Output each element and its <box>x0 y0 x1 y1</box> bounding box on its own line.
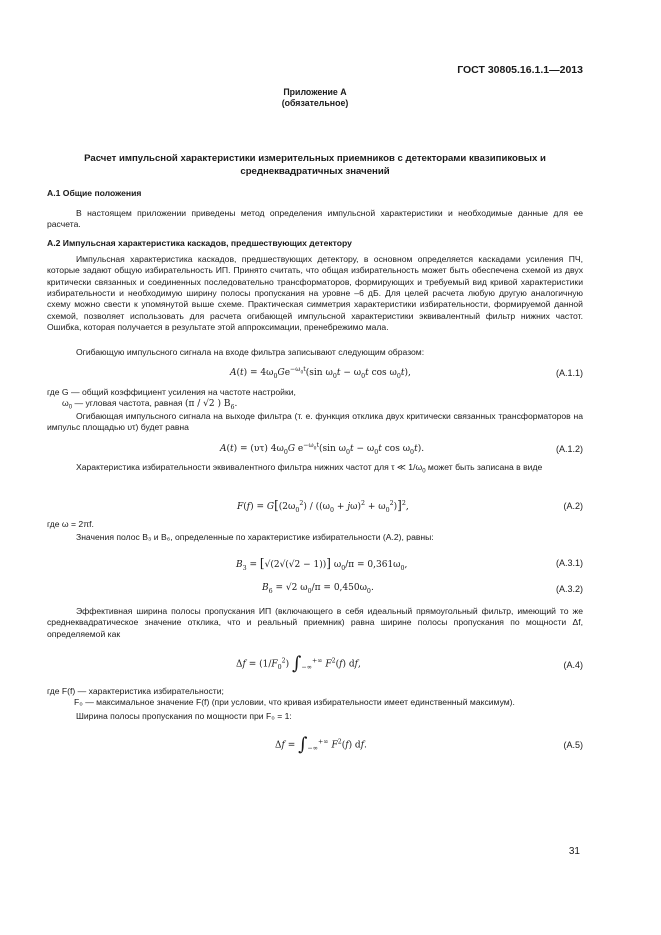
paragraph-a2-4: Характеристика избирательности эквивалентного фильтра нижних частот для τ ≪ $1/\omega_0$ может быть записана в виде <box>76 462 543 475</box>
equation-number: (А.1.1) <box>555 368 583 378</box>
page-title: Расчет импульсной характеристики измерительных приемников с детекторами квазипиковых и среднеквадратичных значений <box>84 153 546 177</box>
equation-number: (А.2) <box>563 501 583 511</box>
page-number: 31 <box>568 846 580 857</box>
formula-a3-2: $B_6 = √2$ $\omega_0/\pi = 0,450\omega_0$. <box>262 583 374 595</box>
equation-number: (А.4) <box>563 660 583 670</box>
where-gain: где G — общий коэффициент усиления на частоте настройки, <box>47 387 296 397</box>
annex-status: (обязательное) <box>281 98 349 109</box>
formula-a4: $\Delta f = (1/F_0^2)$ $\int_{-\infty}^{+\infty}$ $F^2(f)$ df, <box>236 653 361 674</box>
formula-a3-1: $B_3 = [√(2√(√2 - 1))] \omega_0/\pi = 0,361\omega_0$, <box>236 556 408 572</box>
document-header: ГОСТ 30805.16.1.1—2013 <box>457 64 583 76</box>
paragraph-a2-1: Импульсная характеристика каскадов, предшествующих детектору, в основном определяется каскадами усиления ПЧ, которые задают общую избирательность ИП. Принято считать, что общая избирательность может быть обеспечена схемой из двух критически связанных и соединенных последовательно трансформаторов, формирующих и требуемый вид кривой характеристики избирательности и необходимую ширину полосы пропускания на уровне –6 дБ. Для целей расчета любую другую аналогичную схему можно свести к упомянутой выше схеме. Практическая симметрия характеристики избирательности, формируемой данной схемой, позволяет использовать для расчета огибающей импульсной характеристики эквивалентный фильтр нижних частот. Ошибка, которая получается в результате этой аппроксимации, пренебрежимо мала. <box>47 254 583 333</box>
equation-number: (А.1.2) <box>555 444 583 454</box>
section-heading-a1: А.1 Общие положения <box>47 188 142 198</box>
formula-a5: $\Delta f = \int_{-\infty}^{+\infty}$ $F^2(f)$ df. <box>275 734 367 755</box>
where-selectivity: где F(f) — характеристика избирательности; <box>47 686 224 696</box>
where-clause-1 <box>47 387 583 411</box>
equation-number: (А.3.2) <box>555 584 583 594</box>
formula-a1-1: $A(t) = 4\omega_0Ge^{-\omega_0t}(\sin$ $\omega_0t - \omega_0t$ $\cos \omega_0t$), <box>230 366 411 380</box>
formula-a2: $F(f) = G[(2\omega_0^2) / ((\omega_0 + j\omega)^2 + \omega_0^2)]^2$, <box>237 498 409 514</box>
paragraph-a2-6: Эффективная ширина полосы пропускания ИП (включающего в себя идеальный прямоугольный фильтр, имеющий то же среднеквадратическое значение отклика, что и реальный приемник) равна ширине полосы пропускания по мощности Δf, определяемой как <box>47 606 583 639</box>
where-clause-3 <box>47 686 583 709</box>
paragraph-a2-2: Огибающую импульсного сигнала на входе фильтра записывают следующим образом: <box>76 347 425 357</box>
section-heading-a2: А.2 Импульсная характеристика каскадов, предшествующих детектору <box>47 238 352 248</box>
paragraph-a1: В настоящем приложении приведены метод определения импульсной характеристики и необходимые данные для ее расчета. <box>47 208 583 230</box>
where-clause-2: где ω = 2πf. <box>47 519 94 529</box>
annex-label: Приложение А <box>283 87 347 97</box>
paragraph-a2-5: Значения полос B₃ и B₆, определенные по характеристике избирательности (А.2), равны: <box>76 532 434 542</box>
formula-a1-2: A(t) = (υτ) $4\omega_0G$ $e^{-\omega_0t}(\sin$ $\omega_0t - \omega_0t$ $\cos \omega_0t$). <box>220 442 425 456</box>
equation-number: (А.5) <box>563 740 583 750</box>
where-max: F₀ — максимальное значение F(f) (при условии, что кривая избирательности имеет единственный максимум). <box>74 697 515 708</box>
annex-title <box>0 87 630 110</box>
paragraph-a2-7: Ширина полосы пропускания по мощности при F₀ = 1: <box>76 711 292 721</box>
equation-number: (А.3.1) <box>555 558 583 568</box>
where-omega: $\omega_0$ — угловая частота, равная (π / √2 ) $B_6$. <box>62 398 238 412</box>
paragraph-a2-3: Огибающая импульсного сигнала на выходе фильтра (т. е. функция отклика двух критически связанных трансформаторов на импульс площадью υτ) будет равна <box>47 411 583 433</box>
